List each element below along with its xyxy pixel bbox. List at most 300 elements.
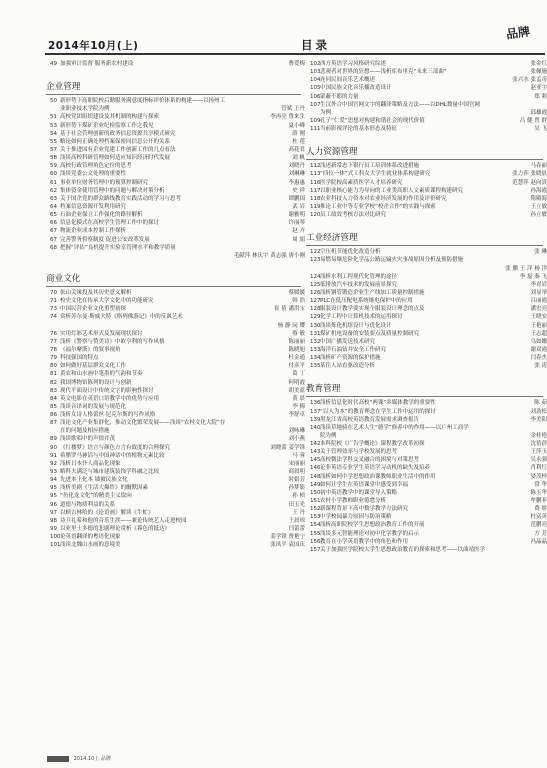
toc-entry xyxy=(310,289,547,297)
entry-author: 王志超 xyxy=(530,330,547,337)
entry-author: 赵 卉 xyxy=(292,228,305,235)
toc-entry xyxy=(50,146,305,154)
entry-author: 孙 桢 xyxy=(292,493,305,500)
page-number: 131 xyxy=(310,330,321,337)
entry-author: 韩 浩 xyxy=(292,298,305,305)
page-number: 64 xyxy=(50,203,57,210)
entry-title: 孔子“仁爱”思想对构建和谐社会的现代价值 xyxy=(320,117,425,124)
toc-entry xyxy=(310,546,547,554)
entry-author: 谢雅明 xyxy=(288,212,305,219)
section-gap xyxy=(310,219,547,231)
entry-title: “以人为本”的教育理念在学生工作中运用的探讨 xyxy=(320,408,436,415)
entry-title: 诗卫礼希和他的音乐生涯——兼论传统艺人走进校园 xyxy=(60,517,187,524)
entry-author: 蔡 敏 xyxy=(292,330,305,337)
toc-entry xyxy=(310,125,547,133)
entry-author: 王萍玉 xyxy=(530,449,547,456)
entry-author: 吴 飞 xyxy=(534,126,547,133)
page-number: 60 xyxy=(50,171,57,178)
entry-title: 海洋石油钻井安全工作研究 xyxy=(320,346,387,353)
page-number: 54 xyxy=(50,130,57,137)
toc-entry xyxy=(50,419,305,427)
entry-title: 中学校园暴力原因与防治策略 xyxy=(320,514,392,521)
page-number: 97 xyxy=(50,509,57,516)
entry-title: 为例 xyxy=(320,109,332,116)
page-number: 155 xyxy=(310,530,321,537)
entry-title: 浅谈党委公文处理的重要性 xyxy=(60,171,127,178)
entry-author: 张力莎 张晓晨 xyxy=(512,171,547,178)
entry-title: 浅谈多元智能理论对初中化学教学的启示 xyxy=(320,530,420,537)
entry-title: 浅析《警察与赞美诗》中欧亨利的写作风格 xyxy=(60,338,165,345)
entry-title: 教育在小学英语教学中的角色和作用 xyxy=(320,538,409,545)
entry-title: 高校微法学科交叉融合的困境与对策思考 xyxy=(320,457,420,464)
entry-title: 信息化模式在高校学生管理工作中的探讨 xyxy=(60,220,160,227)
entry-author: 葛 丁 xyxy=(292,371,305,378)
page-number: 117 xyxy=(310,187,321,194)
entry-title: 中国广播发送技术研究 xyxy=(320,338,376,345)
entry-author: 许丽琴 xyxy=(288,220,305,227)
page-number: 101 xyxy=(50,542,61,549)
toc-entry xyxy=(50,468,305,476)
toc-entry xyxy=(310,273,547,281)
toc-entry xyxy=(50,297,305,305)
entry-title: 煤矿机电设备的安装要点及质量控制研究 xyxy=(320,330,420,337)
entry-title: 黄农和山水画中笔墨的气韵和节奏 xyxy=(60,371,143,378)
entry-author: 王 丹 xyxy=(292,509,305,516)
toc-entry xyxy=(50,509,305,517)
entry-title: 院为例 xyxy=(320,432,337,439)
entry-title: 浅析矿产资源的保护措施 xyxy=(320,355,381,362)
toc-entry xyxy=(310,346,547,354)
page-number: 127 xyxy=(310,298,321,305)
entry-author: 谢双霞 xyxy=(530,346,547,353)
toc-entry xyxy=(310,211,547,219)
entry-title: 化学工程中计算机技术的运用探讨 xyxy=(320,314,403,321)
entry-title: 浅析美剧《生活大爆炸》的幽默因素 xyxy=(60,485,149,492)
toc-entry xyxy=(50,403,305,411)
entry-title: 浅析钢管锻造企业生产线加工质量控制措施 xyxy=(320,289,425,296)
entry-author: 刘显举 xyxy=(530,289,547,296)
page-number: 122 xyxy=(310,249,321,256)
entry-title: 先进本土化本 墙被民族文化 xyxy=(60,477,128,484)
entry-author: 张 琳 xyxy=(534,249,547,256)
toc-entry xyxy=(50,435,305,443)
entry-title: 略科夫满泛与城市建筑装饰学科融之比较 xyxy=(60,469,160,476)
page-number: 112 xyxy=(310,163,321,170)
section-heading: 企业管理 xyxy=(46,81,301,95)
toc-entry xyxy=(50,219,305,227)
page-title: 目录 xyxy=(301,38,330,52)
entry-author: 马春丽 xyxy=(530,163,547,170)
entry-author: 宋丽丽 xyxy=(288,460,305,467)
page-number: 76 xyxy=(50,330,57,337)
page-number: 139 xyxy=(310,416,321,423)
entry-title: 高校行政管理角色定位的思考 xyxy=(60,163,132,170)
page-number: 87 xyxy=(50,420,57,427)
page-number: 142 xyxy=(310,441,321,448)
entry-author: 李 梅 xyxy=(292,403,305,410)
entry-title: 张山关缘投及其历史意义解析 xyxy=(60,289,132,296)
toc-entry xyxy=(50,170,305,178)
page-number: 125 xyxy=(310,281,321,288)
entry-title: “四位一体”式工科女大学生就业体系构建研究 xyxy=(320,171,431,178)
toc-entry xyxy=(310,170,547,178)
toc-entry-continuation xyxy=(50,322,305,330)
page-number: 126 xyxy=(310,289,321,296)
entry-author: 陈 茹 xyxy=(534,400,547,407)
entry-author: 武 岩 xyxy=(292,203,305,210)
toc-entry xyxy=(310,354,547,362)
entry-author: 时娟芳 xyxy=(288,477,305,484)
entry-title: 档案信息资源开发利用研究 xyxy=(60,203,127,210)
entry-author: 常 华 xyxy=(534,481,547,488)
entry-title: 新课程背景下高中数学教学方法研究 xyxy=(320,506,409,513)
page-number: 107 xyxy=(310,101,321,108)
page-number: 156 xyxy=(310,538,321,545)
entry-title: 初中英语教学中的课堂导入策略 xyxy=(320,489,398,496)
page-number: 100 xyxy=(50,534,61,541)
toc-entry-continuation xyxy=(310,109,547,117)
entry-author: 孙海霞 xyxy=(530,187,547,194)
page-number: 102 xyxy=(310,61,321,67)
entry-title: 空压机节能优化改造分析 xyxy=(320,249,381,256)
entry-title: 事业单位财务管理中的预算控制研究 xyxy=(60,179,149,186)
page-number: 118 xyxy=(310,195,321,202)
page-number: 129 xyxy=(310,314,321,321)
entry-title: 新形势下高职院校后勤服务满意度指标评价体系的构建——以扬州工 xyxy=(60,98,226,105)
page-number: 59 xyxy=(50,163,57,170)
toc-entry xyxy=(50,533,305,541)
entry-title: 业职业技术学院为例 xyxy=(60,106,110,113)
page-number: 86 xyxy=(50,412,57,419)
entry-author: 胡美蓝 xyxy=(288,387,305,394)
toc-entry xyxy=(310,93,547,101)
page-number: 77 xyxy=(50,338,57,345)
footer-text: 2014.10上 品牌 xyxy=(73,756,111,762)
entry-author: 刘小燕 xyxy=(288,436,305,443)
entry-title: 低排放汽车技术的发展前景探究 xyxy=(320,281,398,288)
entry-title: 我国博物馆陈列的设计与创新 xyxy=(60,379,132,386)
entry-title: 浅谈炼化机组设计与优化设计 xyxy=(320,322,392,329)
entry-author: 王晓安 xyxy=(530,314,547,321)
entry-author: 李再亮 鲁来生 xyxy=(270,114,305,121)
section-gap xyxy=(50,260,305,272)
entry-author: 闫春杰 xyxy=(530,355,547,362)
page-number: 103 xyxy=(310,69,321,76)
page-number: 73 xyxy=(50,306,57,313)
entry-author: 刘晓丹 xyxy=(288,163,305,170)
toc-entry xyxy=(50,97,305,105)
entry-author: 杜 莲 xyxy=(292,138,305,145)
toc-entry xyxy=(50,244,305,252)
toc-entry xyxy=(50,387,305,395)
entry-author: 赵亚宇 xyxy=(530,85,547,92)
toc-entry xyxy=(310,473,547,481)
page-number: 120 xyxy=(310,212,321,219)
page-number: 81 xyxy=(50,371,57,378)
entry-author: 杨 静 闵 璎 xyxy=(277,322,305,329)
entry-title: 论英语翻译的粤语化现象 xyxy=(60,534,121,541)
page-number: 105 xyxy=(310,85,321,92)
toc-entry xyxy=(50,113,305,121)
toc-entry xyxy=(50,162,305,170)
entry-title: 论非英语专业学生英语学习动机的缺失及培养 xyxy=(320,465,431,472)
toc-entry xyxy=(310,408,547,416)
page-number: 111 xyxy=(310,126,321,133)
toc-entry xyxy=(50,179,305,187)
section-heading: 商业文化 xyxy=(46,273,301,287)
page-number: 90 xyxy=(50,444,57,451)
entry-author: 乌如娜 xyxy=(530,338,547,345)
section-gap xyxy=(50,68,305,80)
entry-title: 现代平面设计中传统文字的影响性探讨 xyxy=(60,387,154,394)
entry-author: 邱雄霞 xyxy=(530,109,547,116)
page-number: 62 xyxy=(50,187,57,194)
toc-entry xyxy=(50,362,305,370)
entry-title: 关于加强医学院校大学生思想政治教育的探索和思考——以曲靖医学 xyxy=(320,546,486,553)
entry-title: 西方英语学习风格研究综述 xyxy=(320,61,387,67)
section-heading: 人力资源管理 xyxy=(306,146,543,160)
entry-title: 《福尔摩斯》的叙事视角 xyxy=(60,346,121,353)
entry-title: 赏析苏尔曼·斯威夫特《格列佛游记》中的反讽艺术 xyxy=(60,314,183,321)
page-number: 82 xyxy=(50,379,57,386)
toc-entry xyxy=(50,370,305,378)
entry-author: 李 磊 秦 飞 xyxy=(519,273,547,280)
entry-title: 浅谈音译词的发展与规范化 xyxy=(60,403,127,410)
toc-entry xyxy=(310,330,547,338)
page-number: 80 xyxy=(50,363,57,370)
page-number: 83 xyxy=(50,387,57,394)
entry-author: 马 蓉 xyxy=(292,452,305,459)
toc-entry xyxy=(310,489,547,497)
page-number: 119 xyxy=(310,203,321,210)
page-number: 94 xyxy=(50,477,57,484)
page-number: 146 xyxy=(310,465,321,472)
entry-author: 薛 刚 xyxy=(292,130,305,137)
entry-title: 物流企业成本控制工作探析 xyxy=(60,228,127,235)
entry-title: 浅析高职院校学生思想政治教育工作的开展 xyxy=(320,522,425,529)
toc-entry-continuation xyxy=(50,427,305,435)
toc-entry xyxy=(50,452,305,460)
entry-title: 浅谈高校科研管理如何适应知识经济时代发展 xyxy=(60,155,171,162)
entry-author: 毛献萍 林庆宇 黄志强 唐小刚 xyxy=(233,252,305,259)
toc-entry xyxy=(310,101,547,109)
toc-entry xyxy=(310,68,547,76)
toc-entry xyxy=(310,256,547,264)
entry-author: 刘劲松 xyxy=(530,408,547,415)
entry-title: 石油企业保卫工作强化的路径解析 xyxy=(60,212,143,219)
toc-entry xyxy=(310,399,547,407)
toc-entry xyxy=(310,322,547,330)
toc-entry xyxy=(310,456,547,464)
entry-title: 浅析水利工程现代化管理的途径 xyxy=(320,273,398,280)
page-number: 71 xyxy=(50,298,57,305)
entry-author: 刘晓蕾 姜学锋 xyxy=(270,444,305,451)
entry-author: 张兴水 张孟奇 xyxy=(512,77,547,84)
entry-title: 浅述新常态下银行员工培训体系改进措施 xyxy=(320,163,420,170)
page-number: 92 xyxy=(50,460,57,467)
page-number: 136 xyxy=(310,400,321,407)
toc-entry xyxy=(310,538,547,546)
entry-author: 王立敏 xyxy=(530,203,547,210)
page-number: 55 xyxy=(50,138,57,145)
toc-entry xyxy=(310,448,547,456)
entry-title: 浅析女诗人格蕾丝·尼克尔斯的写作风格 xyxy=(60,412,156,419)
entry-title: 员工绩效考核方法对比研究 xyxy=(320,212,387,219)
toc-entry xyxy=(310,513,547,521)
section-heading: 工业经济管理 xyxy=(306,232,543,246)
entry-author: 何明霞 xyxy=(288,379,305,386)
entry-author: 陈玉华 xyxy=(530,489,547,496)
entry-author: 李惠惠 xyxy=(288,179,305,186)
entry-title: 某住人站直驱改造分析 xyxy=(320,363,376,370)
entry-author: 肖利红 xyxy=(530,465,547,472)
page-number: 91 xyxy=(50,452,57,459)
entry-title: 关于国企党的群众路线教育实践活动的学习与思考 xyxy=(60,195,182,202)
page-number: 116 xyxy=(310,179,321,186)
entry-author: 刘 帆 xyxy=(292,155,305,162)
entry-author: 陈丽丽 xyxy=(288,338,305,345)
entry-author: 孙立敏 xyxy=(530,212,547,219)
page-number: 135 xyxy=(310,363,321,370)
entry-author: 李美阳 xyxy=(530,416,547,423)
page-number: 95 xyxy=(50,485,57,492)
entry-title: 把握“评估”良机提升实验室管理水平和教学质量 xyxy=(60,244,176,251)
entry-title: 关于管理效率与学校发展的思考 xyxy=(320,449,398,456)
page-number: 137 xyxy=(310,408,321,415)
entry-author: 史 祥 xyxy=(292,187,305,194)
entry-author: 蔡媛媛 xyxy=(288,289,305,296)
entry-title: 浅谈歌唱中的声情并茂 xyxy=(60,436,116,443)
toc-entry xyxy=(310,416,547,424)
toc-entry xyxy=(310,440,547,448)
page-number: 58 xyxy=(50,155,57,162)
entry-title: 以顾吉林哈的《论语画》解读《牛虻》 xyxy=(60,509,154,516)
toc-entry-continuation xyxy=(50,105,305,113)
section-gap xyxy=(310,133,547,145)
page-number: 93 xyxy=(50,469,57,476)
entry-title: 加强审计监督 服务新农村建设 xyxy=(60,61,134,67)
entry-author: 付彦平 xyxy=(288,363,305,370)
entry-title: 中国民族文化音乐播改造设计 xyxy=(320,85,392,92)
entry-title: 推论工业中等专业学校“校企合作”的实践与探索 xyxy=(320,203,436,210)
entry-author: 刘琳琳 xyxy=(288,171,305,178)
entry-author: 晏茂梓 xyxy=(530,473,547,480)
page-number: 154 xyxy=(310,522,321,529)
page-number: 49 xyxy=(50,61,57,67)
toc-entry xyxy=(50,203,305,211)
toc-entry xyxy=(50,330,305,338)
toc-entry xyxy=(310,338,547,346)
page-number: 109 xyxy=(310,117,321,124)
page-number: 70 xyxy=(50,289,57,296)
toc-entry xyxy=(310,162,547,170)
page-number: 74 xyxy=(50,314,57,321)
entry-author: 管斌 王丹 xyxy=(281,106,305,113)
toc-entry xyxy=(50,501,305,509)
toc-entry xyxy=(310,179,547,187)
entry-author: 谭鹏国 xyxy=(288,195,305,202)
entry-author: 高花君 xyxy=(288,146,305,153)
entry-title: 在的问题及相应措施 xyxy=(60,428,110,435)
entry-title: 黑龙江省高校英语教育发展需求调查报告 xyxy=(320,416,420,423)
toc-entry xyxy=(50,444,305,452)
page-number: 53 xyxy=(50,122,57,129)
toc-entry xyxy=(310,76,547,84)
toc-entry xyxy=(50,227,305,235)
entry-author: 李青岩 xyxy=(530,281,547,288)
brand-logo: 品牌 xyxy=(505,24,531,42)
page-footer xyxy=(47,755,111,762)
entry-title: 集体资金使用管理中的问题与解决对策分析 xyxy=(60,187,165,194)
toc-entry-continuation xyxy=(310,432,547,440)
toc-entry xyxy=(310,60,547,68)
page-number: 95 xyxy=(50,493,57,500)
entry-title: 关于推进国有企业党建工作创新工作的几点看法 xyxy=(60,146,176,153)
page-number: 67 xyxy=(50,228,57,235)
entry-title: 校史文化在传承大学文化中的功能研究 xyxy=(60,298,154,305)
entry-author: 张佩施 xyxy=(530,69,547,76)
entry-title: 如何做好基层群众文化工作 xyxy=(60,363,127,370)
toc-entry xyxy=(310,203,547,211)
page-number: 89 xyxy=(50,436,57,443)
toc-entry xyxy=(310,187,547,195)
page-number: 57 xyxy=(50,146,57,153)
entry-title: 实用灯彩艺术形式及发展现状探讨 xyxy=(60,330,143,337)
toc-entry xyxy=(50,313,305,321)
page-number: 134 xyxy=(310,355,321,362)
toc-entry xyxy=(50,354,305,362)
page-number: 65 xyxy=(50,212,57,219)
entry-title: 以职业核心能力为导向的工业类高职人文素质课程构建研究 xyxy=(320,187,464,194)
toc-entry xyxy=(50,130,305,138)
entry-title: 易燃易爆危险化学品公路运输火灾事故原因分析及预防措施 xyxy=(320,257,464,264)
toc-entry xyxy=(310,281,547,289)
page-number: 133 xyxy=(310,346,321,353)
toc-entry xyxy=(50,338,305,346)
page-number: 145 xyxy=(310,457,321,464)
page-number: 50 xyxy=(50,98,57,105)
toc-entry xyxy=(50,484,305,492)
page-number: 51 xyxy=(50,114,57,121)
toc-entry xyxy=(50,60,305,68)
entry-author: 闫蕾蕾 xyxy=(288,526,305,533)
toc-left-column xyxy=(46,60,305,549)
toc-entry xyxy=(310,481,547,489)
entry-title: 蒙蔽不耶的力量 xyxy=(320,93,359,100)
toc-entry xyxy=(310,530,547,538)
entry-title: 科技强国的特点 xyxy=(60,355,99,362)
entry-author: 王晨琼 xyxy=(288,517,305,524)
page-number: 132 xyxy=(310,338,321,345)
entry-title: “鱼化龙文化”的精美主义取向 xyxy=(60,493,132,500)
entry-title: 浅谈北魏山水画的意境美 xyxy=(60,542,121,549)
page-number: 151 xyxy=(310,498,321,505)
entry-title: 生汉外合中国官网文字的翻译策略及方法——以DHL数量中国官网 xyxy=(320,101,480,108)
toc-entry xyxy=(50,236,305,244)
header-rule xyxy=(45,53,545,55)
toc-entry xyxy=(50,476,305,484)
entry-author: 金桂艳 xyxy=(530,432,547,439)
page-number: 157 xyxy=(310,546,321,553)
entry-author: 杜富英 xyxy=(530,514,547,521)
entry-author: 田玉光 xyxy=(288,501,305,508)
toc-entry xyxy=(310,497,547,505)
page-number: 143 xyxy=(310,449,321,456)
entry-title: 当前影视评论的基本形态及特征 xyxy=(320,126,398,133)
page-number: 67 xyxy=(50,236,57,243)
entry-author: 隋殿海 xyxy=(530,195,547,202)
entry-title: 浅析信息化时代高校“两课”多媒体教学的重要性 xyxy=(320,400,436,407)
